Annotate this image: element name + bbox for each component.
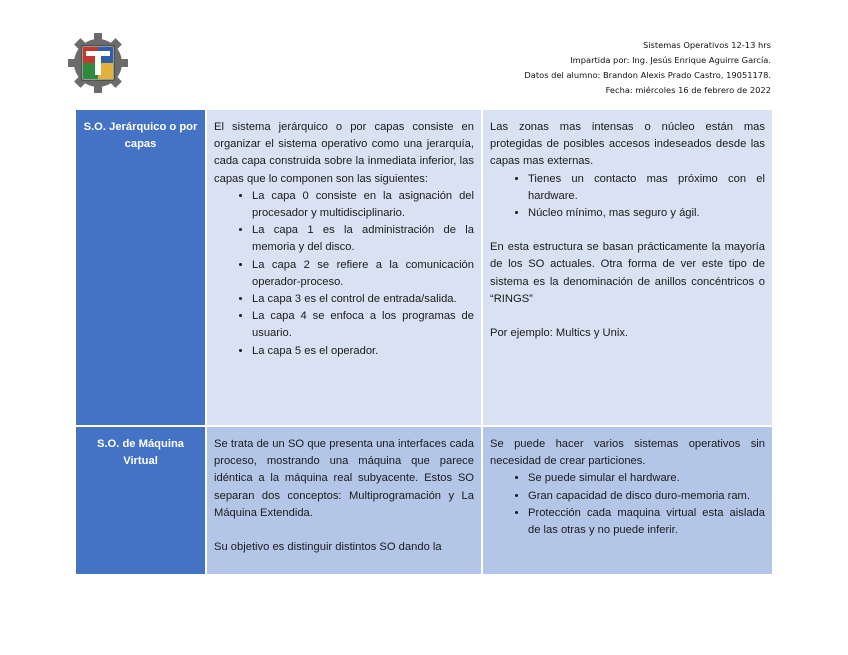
cell-paragraph: El sistema jerárquico o por capas consiste en organizar el sistema operativo como una jerarquía, cada capa construida sobre la inmediata inferior, las capas que lo componen son las siguientes: [214,121,474,185]
list-item: • Protección cada maquina virtual esta aislada de las otras y no puede inferir. [528,505,765,539]
list-item: • La capa 4 se enfoca a los programas de usuario. [252,308,474,342]
list-item: • Tienes un contacto mas próximo con el hardware. [528,171,765,205]
comparison-table [76,110,772,574]
cell-paragraph: Por ejemplo: Multics y Unix. [490,327,629,340]
cell-paragraph: Se puede hacer varios sistemas operativos sin necesidad de crear particiones. [490,438,765,468]
details-cell [482,426,772,574]
table-row [76,426,772,574]
document-header [524,38,771,98]
bullet-list [490,470,765,539]
bullet-list [214,188,474,360]
date-line: Fecha: miércoles 16 de febrero de 2022 [605,85,771,95]
list-item: • Gran capacidad de disco duro-memoria ram. [528,488,765,505]
row-label: S.O. de Máquina Virtual [76,426,206,574]
list-item: • La capa 0 consiste en la asignación del procesador y multidisciplinario. [252,188,474,222]
list-item: • Se puede simular el hardware. [528,470,765,487]
table-row [76,110,772,426]
cell-paragraph: Se trata de un SO que presenta una interfaces cada proceso, mostrando una máquina que parece idéntica a la máquina real subyacente. Estos SO separan dos conceptos: Multiprogramación y La Máquina Extendida. [214,438,474,519]
list-item: • La capa 3 es el control de entrada/salida. [252,291,474,308]
list-item: • La capa 5 es el operador. [252,343,474,360]
list-item: • La capa 2 se refiere a la comunicación operador-proceso. [252,257,474,291]
bullet-list [490,171,765,223]
cell-paragraph: En esta estructura se basan prácticamente la mayoría de los SO actuales. Otra forma de ver este tipo de sistema es la denominación de anillos concéntricos o “RINGS” [490,241,765,305]
instructor-line: Impartida por: Ing. Jesús Enrique Aguirre García. [570,55,771,65]
list-item: • Núcleo mínimo, mas seguro y ágil. [528,205,765,222]
details-cell [482,110,772,426]
list-item: • La capa 1 es la administración de la memoria y del disco. [252,222,474,256]
course-line: Sistemas Operativos 12-13 hrs [642,40,771,50]
cell-paragraph: Su objetivo es distinguir distintos SO dando la [214,541,442,554]
description-cell [206,426,482,574]
institution-logo-icon [68,32,128,94]
row-label: S.O. Jerárquico o por capas [76,110,206,426]
description-cell [206,110,482,426]
cell-paragraph: Las zonas mas intensas o núcleo están mas protegidas de posibles accesos indeseados desde las capas mas externas. [490,121,765,168]
student-line: Datos del alumno: Brandon Alexis Prado Castro, 19051178. [524,70,771,80]
